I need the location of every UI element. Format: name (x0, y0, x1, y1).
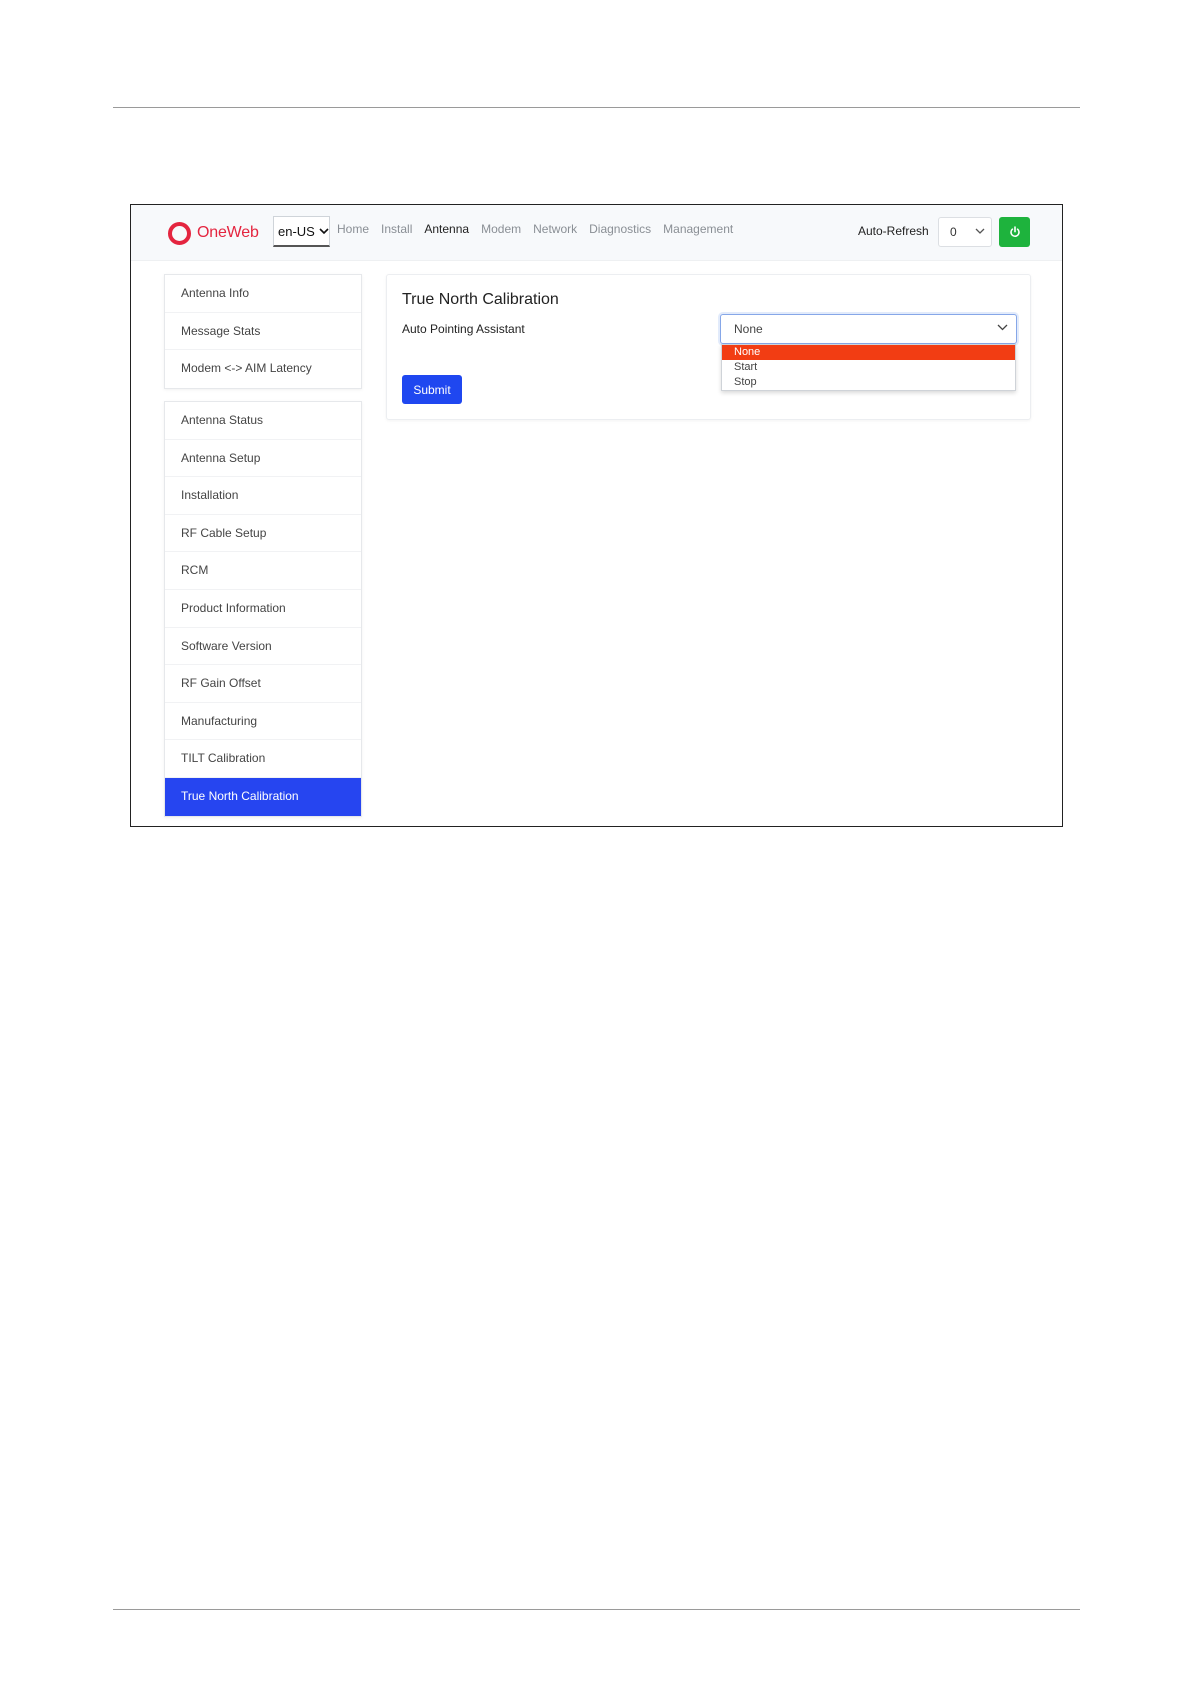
sidebar-item-software-version[interactable]: Software Version (165, 628, 361, 666)
oneweb-logo-icon (168, 222, 191, 245)
chevron-down-icon (319, 228, 329, 235)
nav-management[interactable]: Management (663, 222, 734, 236)
nav-diagnostics[interactable]: Diagnostics (589, 222, 652, 236)
nav-modem[interactable]: Modem (481, 222, 522, 236)
option-stop[interactable]: Stop (734, 376, 757, 388)
language-select[interactable] (273, 216, 330, 247)
option-none[interactable]: None (722, 345, 1015, 360)
sidebar-item-antenna-status[interactable]: Antenna Status (165, 402, 361, 440)
option-start[interactable]: Start (734, 361, 758, 373)
nav-network[interactable]: Network (533, 222, 578, 236)
oneweb-logo[interactable] (168, 220, 259, 246)
sidebar-item-rf-gain-offset[interactable]: RF Gain Offset (165, 665, 361, 703)
brand-name: OneWeb (197, 224, 259, 241)
sidebar-item-rf-cable-setup[interactable]: RF Cable Setup (165, 515, 361, 553)
chevron-down-icon (975, 228, 985, 235)
nav-home[interactable]: Home (337, 222, 370, 236)
nav-antenna[interactable]: Antenna (424, 222, 470, 236)
sidebar-item-true-north-calibration[interactable]: True North Calibration (165, 778, 361, 816)
screenshot-frame (130, 204, 1063, 827)
power-button[interactable] (999, 217, 1030, 247)
sidebar-item-manufacturing[interactable]: Manufacturing (165, 703, 361, 741)
sidebar-item-antenna-setup[interactable]: Antenna Setup (165, 440, 361, 478)
nav-install[interactable]: Install (381, 222, 413, 236)
auto-refresh-value: 0 (950, 225, 957, 239)
page-title: True North Calibration (402, 291, 559, 308)
auto-refresh-label: Auto-Refresh (858, 224, 929, 238)
sidebar-item-modem-aim-latency[interactable]: Modem <-> AIM Latency (181, 361, 312, 376)
sidebar-group-config (164, 401, 362, 817)
chevron-down-icon (997, 324, 1008, 331)
language-value: en-US (278, 223, 315, 239)
sidebar-item-rcm[interactable]: RCM (165, 552, 361, 590)
submit-button[interactable]: Submit (402, 375, 462, 404)
top-navbar (131, 205, 1062, 261)
true-north-calibration-card (386, 274, 1031, 420)
auto-pointing-assistant-label: Auto Pointing Assistant (402, 322, 525, 336)
auto-pointing-options (721, 344, 1016, 391)
power-icon (1009, 226, 1021, 238)
sidebar-item-product-information[interactable]: Product Information (165, 590, 361, 628)
select-value: None (734, 322, 763, 336)
auto-pointing-assistant-select[interactable] (720, 314, 1017, 344)
sidebar-group-info (164, 274, 362, 389)
sidebar-item-tilt-calibration[interactable]: TILT Calibration (165, 740, 361, 778)
sidebar-item-antenna-info[interactable]: Antenna Info (165, 275, 361, 313)
sidebar-item-installation[interactable]: Installation (165, 477, 361, 515)
sidebar-item-message-stats[interactable]: Message Stats (165, 313, 361, 351)
main-nav (337, 222, 745, 236)
page-header-rule (113, 107, 1080, 108)
auto-refresh-select[interactable] (938, 217, 992, 247)
page-footer-rule (113, 1609, 1080, 1610)
